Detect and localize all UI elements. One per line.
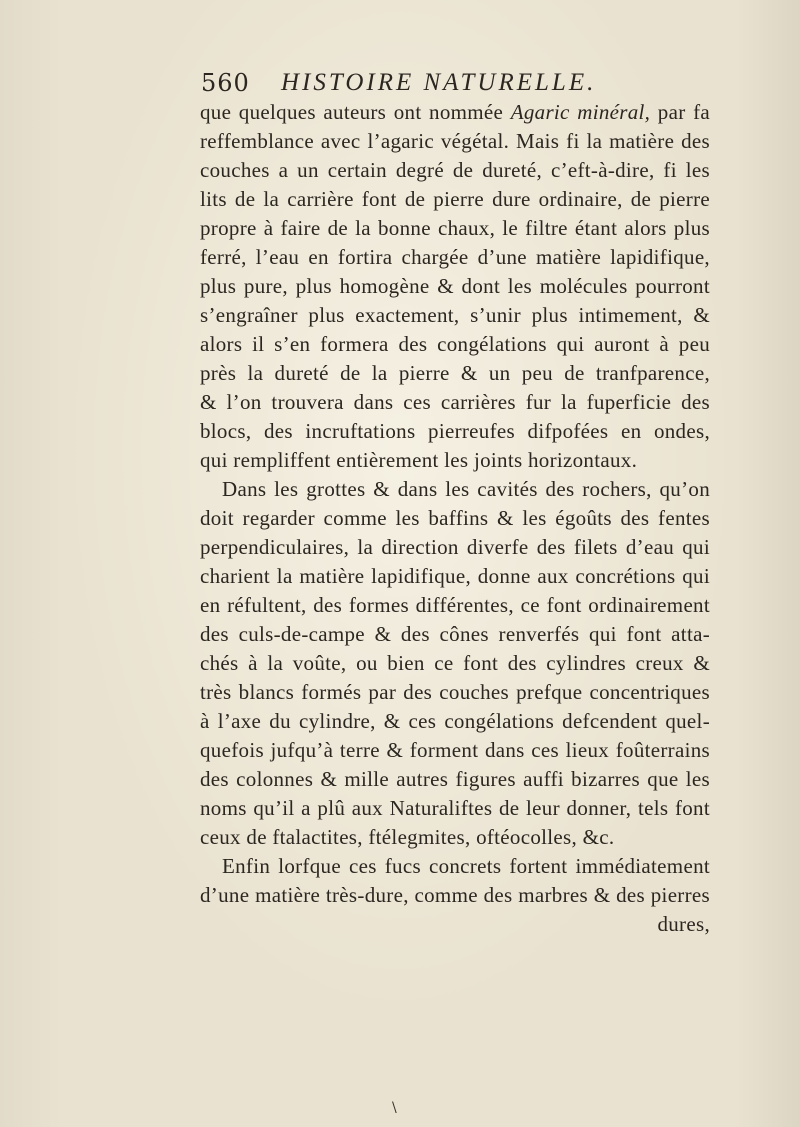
text-line: près la dureté de la pierre & un peu de tranfparence, — [200, 361, 710, 385]
text-line: dures, — [657, 912, 710, 936]
text-line: ceux de ftalactites, ftélegmites, oftéocolles, &c. — [200, 825, 615, 849]
text-line: perpendiculaires, la direction diverfe des filets d’eau qui — [200, 535, 710, 559]
text-line: noms qu’il a plû aux Naturaliftes de leur donner, tels font — [200, 796, 710, 820]
text-line: & l’on trouvera dans ces carrières fur la fuperficie des — [200, 390, 710, 414]
text-line: chés à la voûte, ou bien ce font des cylindres creux & — [200, 651, 710, 675]
running-title: HISTOIRE NATURELLE. — [281, 69, 597, 96]
text-line: blocs, des incruftations pierreufes difpofées en ondes, — [200, 419, 710, 443]
text-line: couches a un certain degré de dureté, c’eft-à-dire, fi les — [200, 158, 710, 182]
text-line: ferré, l’eau en fortira chargée d’une matière lapidifique, — [200, 245, 710, 269]
text-line: propre à faire de la bonne chaux, le filtre étant alors plus — [200, 216, 710, 240]
text-run: que quelques auteurs ont nommée — [200, 100, 511, 124]
text-line: d’une matière très-dure, comme des marbres & des pierres — [200, 883, 710, 907]
text-line: qui rempliffent entièrement les joints horizontaux. — [200, 448, 638, 472]
text-line: lits de la carrière font de pierre dure ordinaire, de pierre — [200, 187, 710, 211]
text-line: des culs-de-campe & des cônes renverfés qui font atta- — [200, 622, 710, 646]
text-line: des colonnes & mille autres figures auffi bizarres que les — [200, 767, 710, 791]
text-line: plus pure, plus homogène & dont les molécules pourront — [200, 274, 710, 298]
text-line: Enfin lorfque ces fucs concrets fortent immédiatement — [222, 854, 710, 878]
text-line: reffemblance avec l’agaric végétal. Mais fi la matière des — [200, 129, 710, 153]
text-line: alors il s’en formera des congélations qui auront à peu — [200, 332, 710, 356]
text-line: en réfultent, des formes différentes, ce font ordinairement — [200, 593, 710, 617]
text-line: doit regarder comme les baffins & les égoûts des fentes — [200, 506, 710, 530]
text-line: quefois jufqu’à terre & forment dans ces lieux foûterrains — [200, 738, 710, 762]
stray-mark: \ — [392, 1100, 397, 1116]
text-line: s’engraîner plus exactement, s’unir plus intimement, & — [200, 303, 710, 327]
text-line: Dans les grottes & dans les cavités des rochers, qu’on — [222, 477, 710, 501]
text-run: par fa — [650, 100, 711, 124]
page-header — [201, 66, 631, 100]
text-line: charient la matière lapidifique, donne aux concrétions qui — [200, 564, 710, 588]
text-line — [200, 98, 710, 127]
text-line: très blancs formés par des couches prefque concentriques — [200, 680, 710, 704]
page-number: 560 — [201, 69, 250, 97]
body-text — [200, 98, 710, 939]
italic-term: Agaric minéral, — [510, 100, 651, 124]
text-line: à l’axe du cylindre, & ces congélations defcendent quel- — [200, 709, 710, 733]
